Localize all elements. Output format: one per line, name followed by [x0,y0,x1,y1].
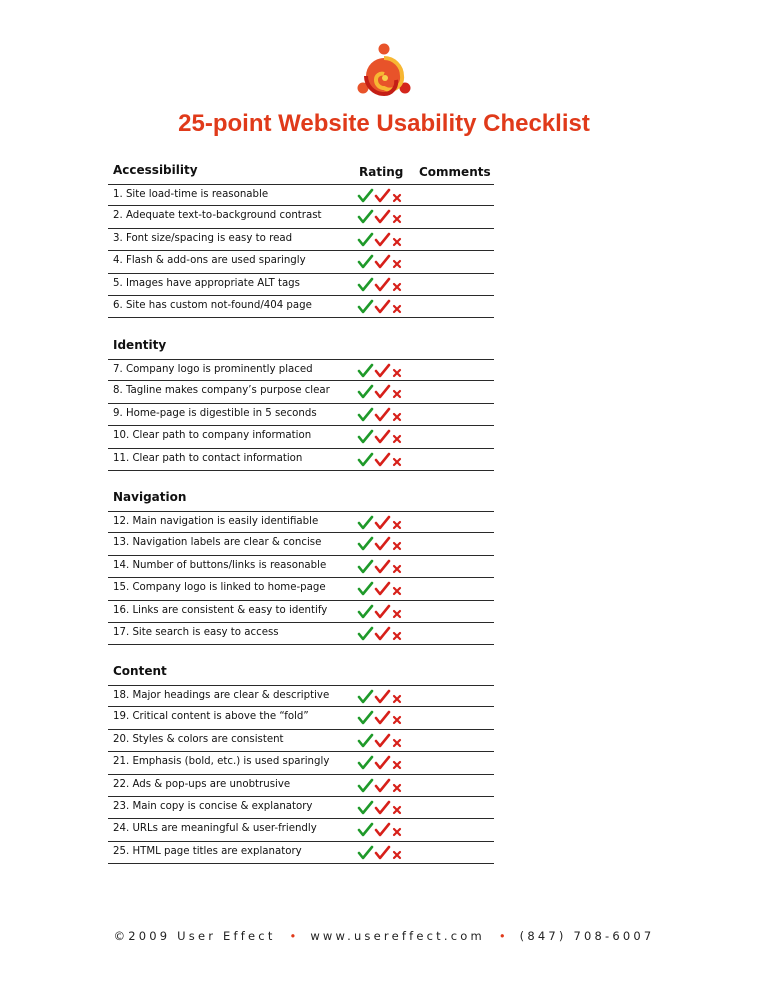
cross-red-icon[interactable] [394,261,400,267]
section-title-content: Content [113,664,167,678]
cross-red-icon[interactable] [394,543,400,549]
checklist-row [108,511,494,533]
check-green-icon[interactable] [359,583,372,594]
checklist-item-label: 15. Company logo is linked to home-page [113,582,326,594]
check-red-icon[interactable] [376,234,389,245]
cross-red-icon[interactable] [394,829,400,835]
check-green-icon[interactable] [359,802,372,813]
check-red-icon[interactable] [376,211,389,222]
cross-red-icon[interactable] [394,696,400,702]
check-green-icon[interactable] [359,409,372,420]
checklist-item-label: 4. Flash & add-ons are used sparingly [113,255,306,267]
rating-icons [357,383,405,401]
cross-red-icon[interactable] [394,566,400,572]
checklist-item-label: 7. Company logo is prominently placed [113,364,313,375]
check-red-icon[interactable] [376,538,389,549]
checklist-item-label: 11. Clear path to contact information [113,452,303,464]
check-red-icon[interactable] [376,365,389,376]
check-red-icon[interactable] [376,301,389,312]
check-green-icon[interactable] [359,847,372,858]
rating-icons [357,451,405,469]
check-green-icon[interactable] [359,517,372,528]
checklist-row [108,752,494,774]
section-title-identity: Identity [113,338,167,352]
checklist-item-label: 18. Major headings are clear & descriptive [113,690,330,701]
checklist-row [108,359,494,381]
checklist-item-label: 14. Number of buttons/links is reasonable [113,559,327,571]
section-title-accessibility: Accessibility [113,163,198,177]
check-red-icon[interactable] [376,454,389,465]
checklist-row [108,601,494,623]
rating-icons [357,799,405,817]
rating-icons [357,709,405,727]
rating-icons [357,558,405,576]
cross-red-icon[interactable] [394,522,400,528]
rating-icons [357,844,405,862]
rating-icons [357,732,405,750]
footer-copyright: ©2009 User Effect [113,929,276,943]
rating-icons [357,580,405,598]
check-red-icon[interactable] [376,583,389,594]
cross-red-icon[interactable] [394,436,400,442]
check-green-icon[interactable] [359,538,372,549]
check-red-icon[interactable] [376,824,389,835]
rating-icons [357,298,405,316]
check-red-icon[interactable] [376,431,389,442]
checklist-row [108,819,494,841]
rating-icons [357,428,405,446]
cross-red-icon[interactable] [394,391,400,397]
rating-icons [357,276,405,294]
checklist-row [108,707,494,729]
check-green-icon[interactable] [359,561,372,572]
footer [0,929,768,943]
checklist-row [108,842,494,864]
check-red-icon[interactable] [376,847,389,858]
check-green-icon[interactable] [359,691,372,702]
cross-red-icon[interactable] [394,414,400,420]
check-green-icon[interactable] [359,780,372,791]
checklist-item-label: 16. Links are consistent & easy to identify [113,604,328,616]
rating-icons [357,208,405,226]
check-green-icon[interactable] [359,757,372,768]
check-green-icon[interactable] [359,606,372,617]
page-title: 25-point Website Usability Checklist [178,110,590,137]
check-green-icon[interactable] [359,431,372,442]
identity-checklist [108,359,494,471]
footer-phone: (847) 708-6007 [519,929,655,943]
checklist-item-label: 17. Site search is easy to access [113,626,279,638]
check-green-icon[interactable] [359,279,372,290]
checklist-item-label: 19. Critical content is above the “fold” [113,711,309,723]
check-red-icon[interactable] [376,517,389,528]
checklist-item-label: 20. Styles & colors are consistent [113,733,284,745]
cross-red-icon[interactable] [394,195,400,201]
rating-icons [357,231,405,249]
checklist-item-label: 13. Navigation labels are clear & concise [113,537,322,549]
checklist-row [108,797,494,819]
cross-red-icon[interactable] [394,284,400,290]
check-red-icon[interactable] [376,386,389,397]
check-red-icon[interactable] [376,279,389,290]
cross-red-icon[interactable] [394,306,400,312]
check-red-icon[interactable] [376,256,389,267]
comments-column-header: Comments [419,165,491,179]
check-red-icon[interactable] [376,628,389,639]
cross-red-icon[interactable] [394,807,400,813]
content-checklist [108,685,494,864]
checklist-item-label: 1. Site load-time is reasonable [113,189,269,200]
rating-icons [357,187,405,205]
check-red-icon[interactable] [376,802,389,813]
check-red-icon[interactable] [376,780,389,791]
rating-icons [357,777,405,795]
checklist-item-label: 10. Clear path to company information [113,430,312,442]
rating-icons [357,535,405,553]
checklist-row [108,184,494,206]
check-red-icon[interactable] [376,691,389,702]
checklist-row [108,775,494,797]
rating-icons [357,625,405,643]
cross-red-icon[interactable] [394,740,400,746]
navigation-checklist [108,511,494,645]
cross-red-icon[interactable] [394,370,400,376]
check-green-icon[interactable] [359,190,372,201]
check-red-icon[interactable] [376,409,389,420]
rating-icons [357,406,405,424]
footer-website: www.usereffect.com [310,929,485,943]
cross-red-icon[interactable] [394,588,400,594]
cross-red-icon[interactable] [394,717,400,723]
checklist-item-label: 3. Font size/spacing is easy to read [113,232,293,244]
accessibility-checklist [108,184,494,318]
checklist-row [108,685,494,707]
checklist-row [108,730,494,752]
checklist-item-label: 12. Main navigation is easily identifiable [113,516,319,527]
rating-icons [357,688,405,706]
checklist-row [108,533,494,555]
cross-red-icon[interactable] [394,762,400,768]
checklist-item-label: 2. Adequate text-to-background contrast [113,210,322,222]
check-red-icon[interactable] [376,606,389,617]
checklist-item-label: 8. Tagline makes company’s purpose clear [113,385,330,397]
checklist-item-label: 24. URLs are meaningful & user-friendly [113,823,317,835]
checklist-item-label: 23. Main copy is concise & explanatory [113,800,313,812]
footer-bullet: • [289,929,297,943]
check-green-icon[interactable] [359,712,372,723]
cross-red-icon[interactable] [394,459,400,465]
check-green-icon[interactable] [359,735,372,746]
cross-red-icon[interactable] [394,611,400,617]
checklist-item-label: 9. Home-page is digestible in 5 seconds [113,407,317,419]
cross-red-icon[interactable] [394,239,400,245]
rating-icons [357,253,405,271]
check-green-icon[interactable] [359,628,372,639]
check-green-icon[interactable] [359,301,372,312]
cross-red-icon[interactable] [394,785,400,791]
check-green-icon[interactable] [359,824,372,835]
checklist-item-label: 22. Ads & pop-ups are unobtrusive [113,778,291,790]
check-green-icon[interactable] [359,454,372,465]
checklist-row [108,426,494,448]
checklist-item-label: 6. Site has custom not-found/404 page [113,299,312,311]
checklist-row [108,296,494,318]
check-red-icon[interactable] [376,712,389,723]
check-red-icon[interactable] [376,190,389,201]
check-red-icon[interactable] [376,757,389,768]
checklist-row [108,556,494,578]
rating-icons [357,514,405,532]
check-green-icon[interactable] [359,234,372,245]
check-green-icon[interactable] [359,365,372,376]
checklist-row [108,449,494,471]
section-title-navigation: Navigation [113,490,187,504]
cross-red-icon[interactable] [394,216,400,222]
rating-icons [357,754,405,772]
rating-icons [357,362,405,380]
check-green-icon[interactable] [359,386,372,397]
checklist-row [108,251,494,273]
checklist-row [108,623,494,645]
cross-red-icon[interactable] [394,852,400,858]
check-red-icon[interactable] [376,561,389,572]
check-red-icon[interactable] [376,735,389,746]
rating-column-header: Rating [359,165,404,179]
cross-red-icon[interactable] [394,633,400,639]
checklist-row [108,229,494,251]
checklist-row [108,578,494,600]
check-green-icon[interactable] [359,211,372,222]
checklist-row [108,274,494,296]
checklist-item-label: 5. Images have appropriate ALT tags [113,277,300,289]
checklist-row [108,404,494,426]
checklist-row [108,206,494,228]
rating-icons [357,821,405,839]
checklist-row [108,381,494,403]
checklist-item-label: 21. Emphasis (bold, etc.) is used sparingly [113,756,330,768]
rating-icons [357,603,405,621]
footer-bullet: • [498,929,506,943]
checklist-item-label: 25. HTML page titles are explanatory [113,845,302,857]
check-green-icon[interactable] [359,256,372,267]
user-effect-logo [354,42,414,102]
